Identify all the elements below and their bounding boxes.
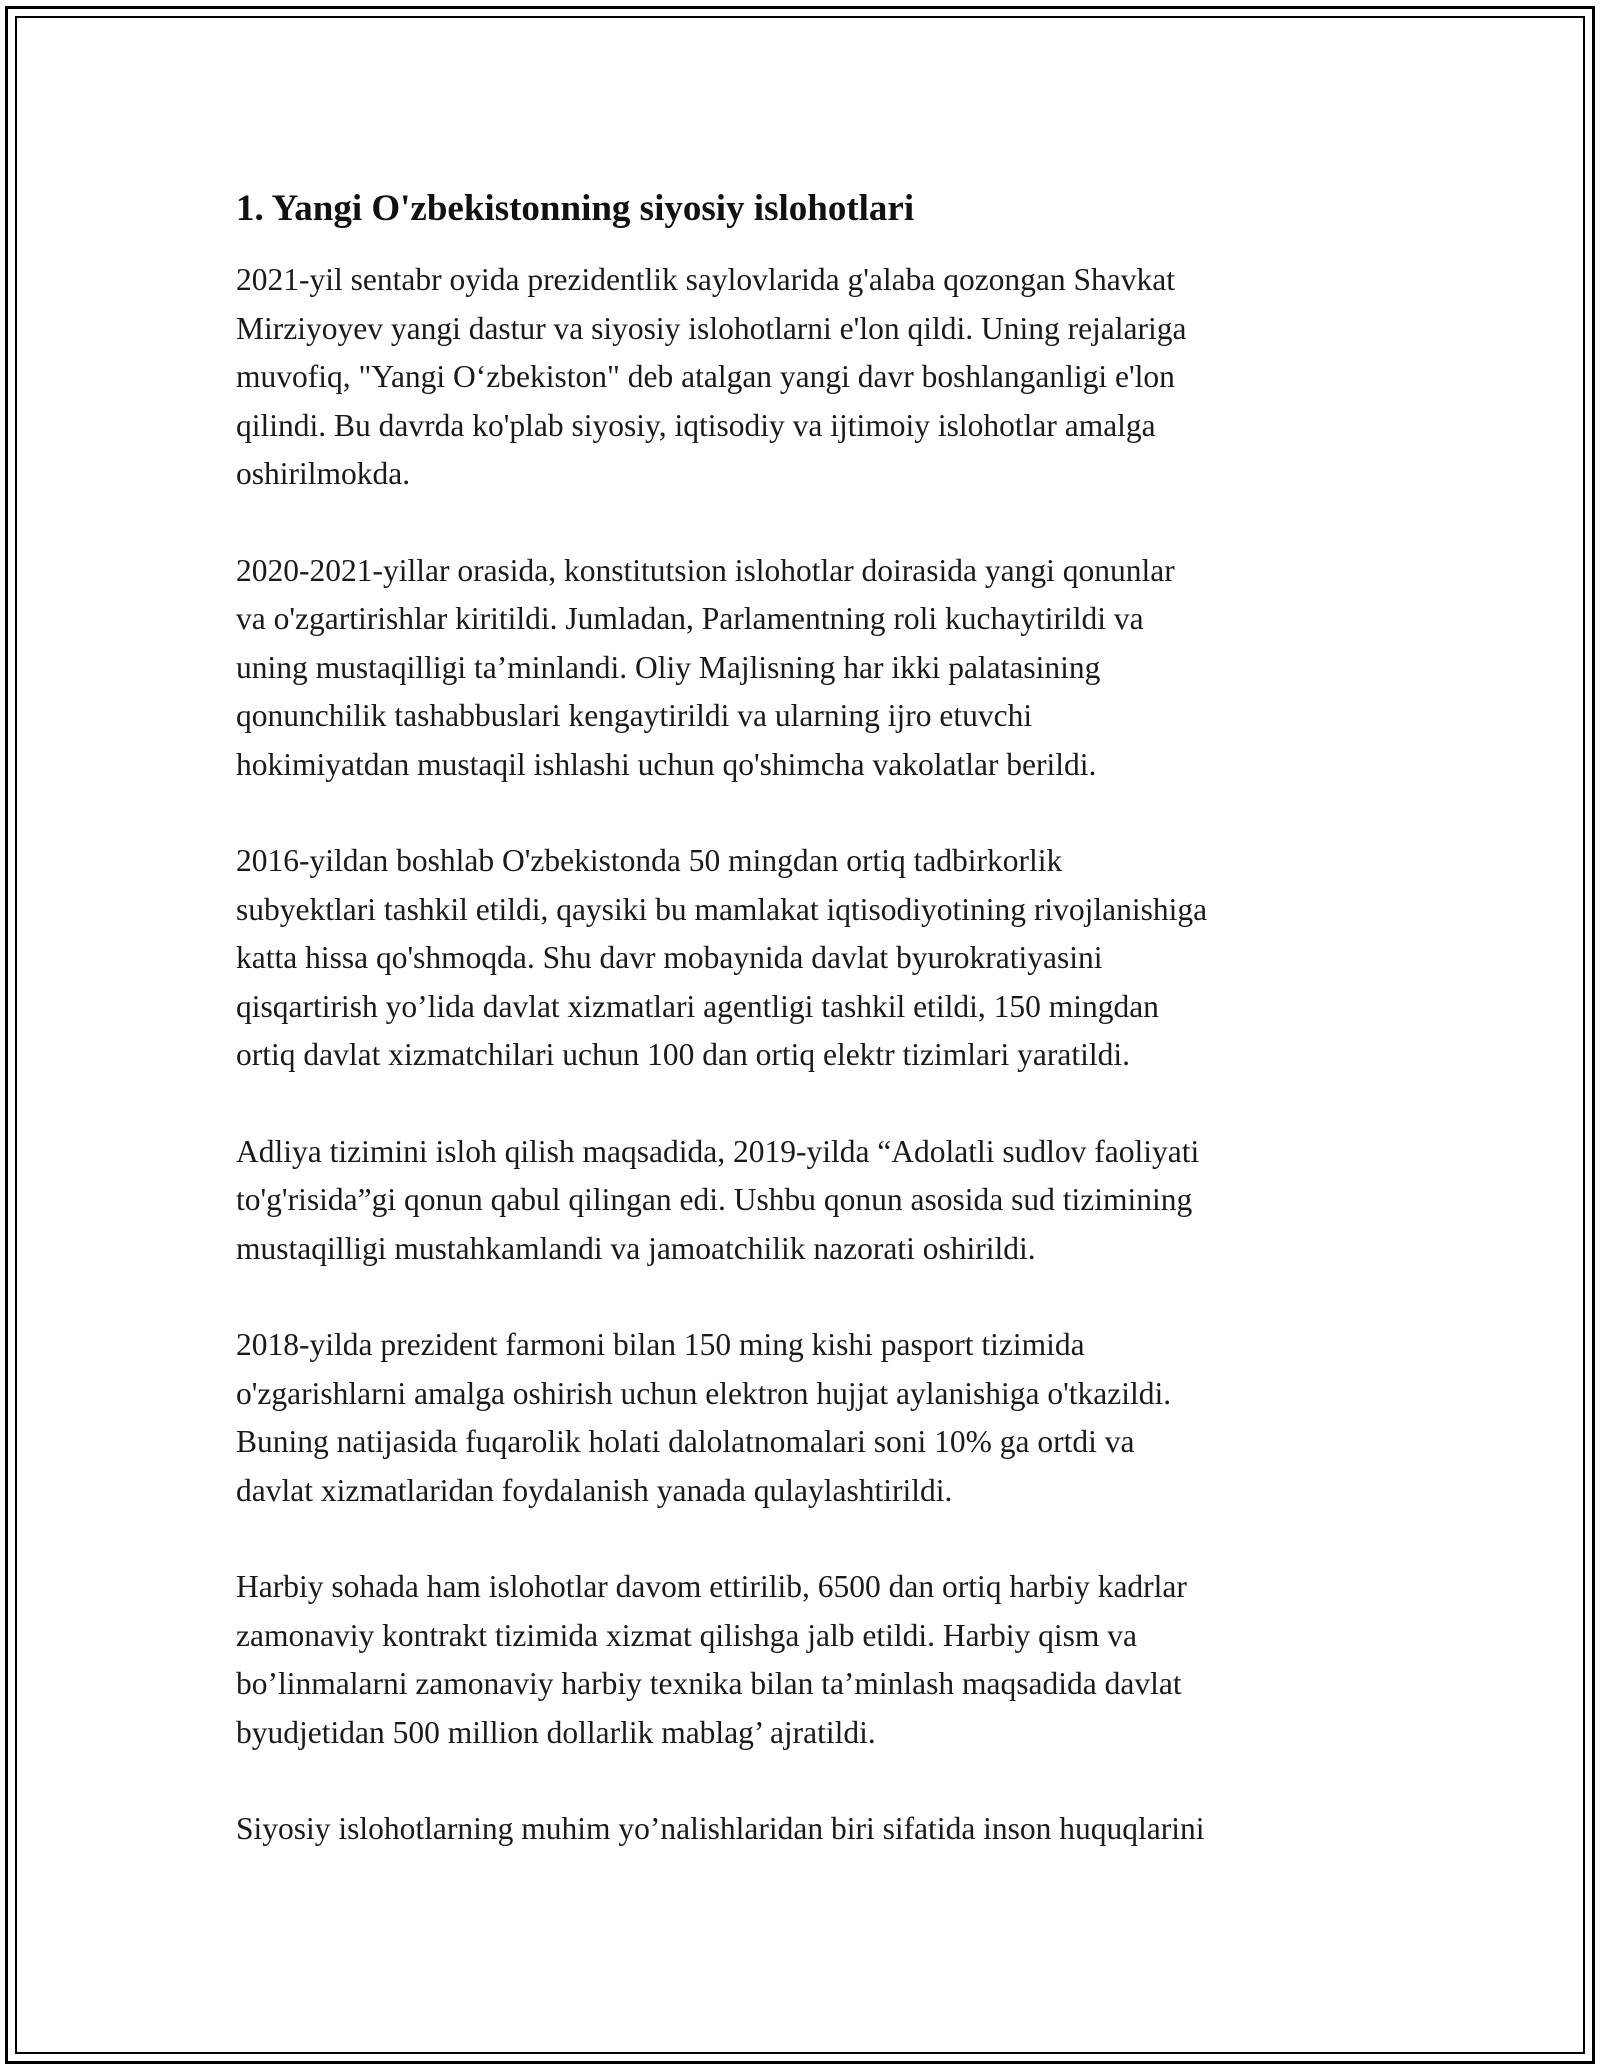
text-line: 2021-yil sentabr oyida prezidentlik saylovlarida g'alaba qozongan Shavkat (236, 262, 1176, 297)
text-line: Harbiy sohada ham islohotlar davom ettirilib, 6500 dan ortiq harbiy kadrlar (236, 1569, 1187, 1604)
text-line: Siyosiy islohotlarning muhim yo’nalishlaridan biri sifatida inson huquqlarini (236, 1811, 1205, 1846)
text-line: zamonaviy kontrakt tizimida xizmat qilishga jalb etildi. Harbiy qism va (236, 1617, 1138, 1653)
document-body (236, 185, 1386, 1902)
text-line: hokimiyatdan mustaqil ishlashi uchun qo'shimcha vakolatlar berildi. (236, 746, 1097, 782)
paragraph-human-rights (236, 1805, 1386, 1854)
text-line: qonunchilik tashabbuslari kengaytirildi va ularning ijro etuvchi (236, 698, 1033, 733)
text-line: qilindi. Bu davrda ko'plab siyosiy, iqtisodiy va ijtimoiy islohotlar amalga (236, 407, 1156, 443)
text-line: o'zgarishlarni amalga oshirish uchun elektron hujjat aylanishiga o'tkazildi. (236, 1375, 1172, 1411)
text-line: katta hissa qo'shmoqda. Shu davr mobaynida davlat byurokratiyasini (236, 940, 1103, 975)
text-line: Mirziyoyev yangi dastur va siyosiy islohotlarni e'lon qildi. Uning rejalariga (236, 310, 1187, 346)
text-line: 2016-yildan boshlab O'zbekistonda 50 mingdan ortiq tadbirkorlik (236, 843, 1063, 878)
section-heading: 1. Yangi O'zbekistonning siyosiy islohotlari (236, 188, 915, 229)
text-line: qisqartirish yo’lida davlat xizmatlari agentligi tashkil etildi, 150 mingdan (236, 988, 1159, 1024)
text-line: davlat xizmatlaridan foydalanish yanada qulaylashtirildi. (236, 1472, 953, 1508)
paragraph-constitutional-reforms (236, 547, 1386, 790)
text-line: subyektlari tashkil etildi, qaysiki bu mamlakat iqtisodiyotining rivojlanishiga (236, 891, 1208, 927)
paragraph-military-reform (236, 1563, 1386, 1757)
text-line: 2018-yilda prezident farmoni bilan 150 ming kishi pasport tizimida (236, 1327, 1085, 1362)
text-line: mustaqilligi mustahkamlandi va jamoatchilik nazorati oshirildi. (236, 1230, 1036, 1266)
text-line: to'g'risida”gi qonun qabul qilingan edi. Ushbu qonun asosida sud tizimining (236, 1182, 1193, 1217)
text-line: 2020-2021-yillar orasida, konstitutsion islohotlar doirasida yangi qonunlar (236, 552, 1175, 588)
text-line: bo’linmalarni zamonaviy harbiy texnika bilan ta’minlash maqsadida davlat (236, 1666, 1182, 1701)
paragraph-elections (236, 256, 1386, 499)
paragraph-passport-system (236, 1321, 1386, 1515)
text-line: Buning natijasida fuqarolik holati dalolatnomalari soni 10% ga ortdi va (236, 1424, 1135, 1459)
text-line: byudjetidan 500 million dollarlik mablag’ ajratildi. (236, 1714, 876, 1750)
text-line: uning mustaqilligi ta’minlandi. Oliy Majlisning har ikki palatasining (236, 649, 1101, 685)
paragraph-judicial-reform (236, 1128, 1386, 1274)
text-line: ortiq davlat xizmatchilari uchun 100 dan ortiq elektr tizimlari yaratildi. (236, 1037, 1130, 1072)
text-line: va o'zgartirishlar kiritildi. Jumladan, Parlamentning roli kuchaytirildi va (236, 601, 1144, 636)
text-line: muvofiq, "Yangi O‘zbekiston" deb atalgan yangi davr boshlanganligi e'lon (236, 359, 1175, 394)
text-line: oshirilmokda. (236, 456, 411, 491)
text-line: Adliya tizimini isloh qilish maqsadida, 2019-yilda “Adolatli sudlov faoliyati (236, 1133, 1200, 1169)
paragraph-entrepreneurship (236, 837, 1386, 1080)
